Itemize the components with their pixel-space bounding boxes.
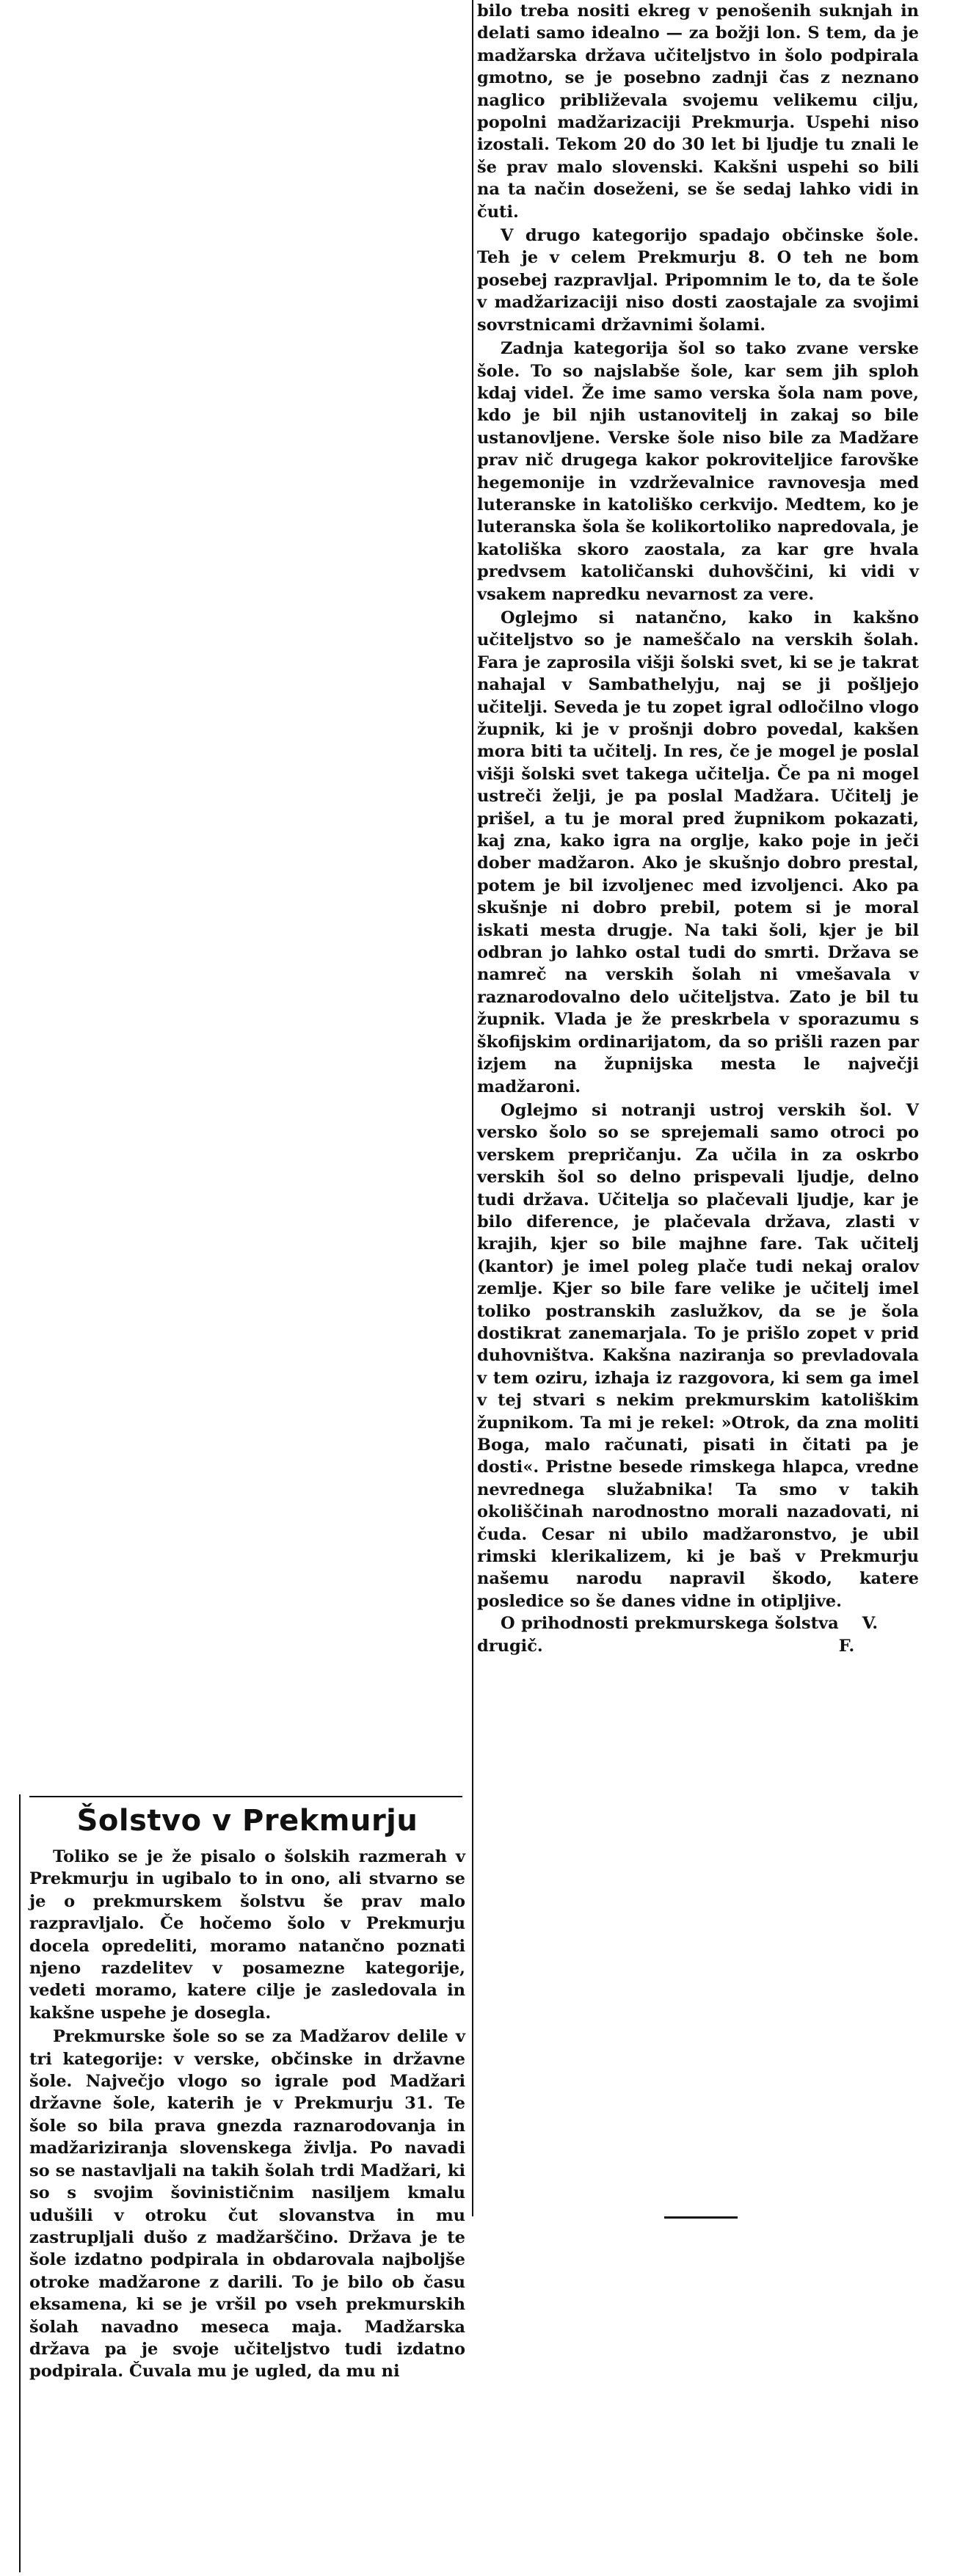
right-paragraph-4: Oglejmo si natančno, kako in kakšno učiteljstvo so je nameščalo na verskih šolah. Fara je zaprosila višji šolski svet, ki se je takrat nahajal v Sambathelyju, naj se ji pošljejo učitelji. Seveda je tu zopet igral odločilno vlogo župnik, ki je v prošnji dobro povedal, kakšen mora biti ta učitelj. In res, če je mogel je poslal višji šolski svet takega učitelja. Če pa ni mogel ustreči želji, je pa poslal Madžara. Učitelj je prišel, a tu je moral pred župnikom pokazati, kaj zna, kako igra na orglje, kako poje in ječi dober madžaron. Ako je skušnjo dobro prestal, potem je bil izvoljenec med izvoljenci. Ako pa skušnje ni dobro prebil, potem si je moral iskati mesta drugje. Na taki šoli, kjer je bil odbran jo lahko ostal tudi do smrti. Država se namreč na verskih šolah ni vmešavala v raznarodovalno delo učiteljstva. Zato je bil tu župnik. Vlada je že preskrbela v sporazumu s škofijskim ordinarijatom, da so prišli razen par izjem na župnijska mesta le največji madžaroni. [477, 608, 919, 1096]
article-title: Šolstvo v Prekmurju [76, 1804, 418, 1838]
right-paragraph-1: bilo treba nositi ekreg v penošenih suknjah in delati samo idealno — za božji lon. S tem, da je madžarska država učiteljstvo in šolo podpirala gmotno, se je posebno zadnji čas z neznano naglico približevala svojemu velikemu cilju, popolni madžarizaciji Prekmurja. Uspehi niso izostali. Tekom 20 do 30 let bi ljudje tu znali le še prav malo slovenski. Kakšni uspehi so bili na ta način doseženi, se še sedaj lahko vidi in čuti. [477, 1, 919, 222]
right-paragraph-3: Zadnja kategorija šol so tako zvane verske šole. To so najslabše šole, kar sem jih sploh kdaj videl. Že ime samo verska šola nam pove, kdo je bil njih ustanovitelj in zakaj so bile ustanovljene. Verske šole niso bile za Madžare prav nič drugega kakor pokroviteljice farovške hegemonije in vzdrževalnice ravnovesja med luteranske in katoliško cerkvijo. Medtem, ko je luteranska šola še kolikortoliko napredovala, je katoliška skoro zaostala, za kar gre hvala predvsem katoličanski duhovščini, ki vidi v vsakem napredku nevarnost za vere. [477, 339, 919, 604]
left-column-rule [19, 1794, 21, 2572]
closing-text: O prihodnosti prekmurskega šolstva drugič. [477, 1614, 839, 1656]
closing-line [477, 1612, 919, 1657]
right-paragraph-5: Oglejmo si notranji ustroj verskih šol. V versko šolo so se sprejemali samo otroci po verskem prepričanju. Za učila in za oskrbo verskih šol so delno prispevali ljudje, delno tudi država. Učitelja so plačevali ljudje, kar je bilo diference, je plačevala država, zlasti v krajih, kjer so bile majhne fare. Tak učitelj (kantor) je imel poleg plače tudi nekaj oralov zemlje. Kjer so bile fare velike je učitelj imel toliko postranskih zaslužkov, da se je šola dostikrat zanemarjala. To je prišlo zopet v prid duhovništva. Kakšna naziranja so prevladovala v tem oziru, izhaja iz razgovora, ki sem ga imel v tej stvari s nekim prekmurskim katoliškim župnikom. Ta mi je rekel: »Otrok, da zna moliti Boga, malo računati, pisati in čitati pa je dosti«. Pristne besede rimskega hlapca, vredne nevrednega služabnika! Ta smo v takih okoliščinah narodnostno morali nazadovati, ni čuda. Cesar ni ubilo madžaronstvo, je ubil rimski klerikalizem, ki je baš v Prekmurju našemu narodu napravil škodo, katere posledice so še danes vidne in otipljive. [477, 1100, 919, 1611]
left-column [29, 1802, 465, 2383]
end-rule [664, 2216, 738, 2219]
right-paragraph-2: V drugo kategorijo spadajo občinske šole. Teh je v celem Prekmurju 8. O teh ne bom posebej razpravljal. Pripomnim le to, da te šole v madžarizaciji niso dosti zaostajale za svojimi sovrstnicami državnimi šolami. [477, 226, 919, 335]
right-column [477, 0, 919, 1657]
column-divider [472, 0, 473, 2216]
title-top-rule [29, 1796, 462, 1797]
left-paragraph-2: Prekmurske šole so se za Madžarov delile v tri kategorije: v verske, občinske in državne šole. Največjo vlogo so igrale pod Madžari državne šole, katerih je v Prekmurju 31. Te šole so bila prava gnezda raznarodovanja in madžariziranja slovenskega življa. Po navadi so se nastavljali na takih šolah trdi Madžari, ki so s svojim šovinističnim nasiljem kmalu udušili v otroku čut slovanstva in mu zastrupljali dušo z madžarščino. Država je te šole izdatno podpirala in obdarovala najboljše otroke madžarone z darili. To je bilo ob času eksamena, ki se je vršil po vseh prekmurskih šolah navadno meseca maja. Madžarska država pa je svoje učiteljstvo tudi izdatno podpirala. Čuvala mu je ugled, da mu ni [29, 2027, 465, 2382]
signature: V. F. [838, 1614, 879, 1656]
left-paragraph-1: Toliko se je že pisalo o šolskih razmerah v Prekmurju in ugibalo to in ono, ali stvarno se je o prekmurskem šolstvu še prav malo razpravljalo. Če hočemo šolo v Prekmurju docela opredeliti, moramo natančno poznati njeno razdelitev v posamezne kategorije, vedeti moramo, katere cilje je zasledovala in kakšne uspehe je dosegla. [29, 1847, 465, 2023]
